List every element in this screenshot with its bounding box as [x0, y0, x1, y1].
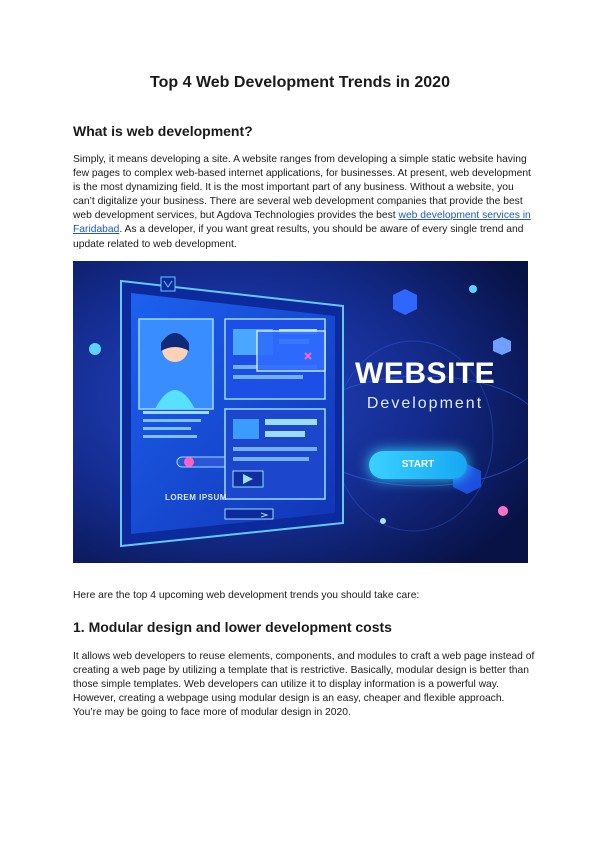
website-development-hero-image — [73, 261, 528, 563]
hero-title: WEBSITE — [355, 357, 496, 390]
modular-design-paragraph: It allows web developers to reuse elements, components, and modules to craft a web page instead of creating a web page by utilizing a template that is restrictive. Basically, modular design is better than those simple templates. Web developers can utilize it to display information is a powerful way. However, creating a webpage using modular design is an easy, cheaper and flexible approach. You’re may be going to face more of modular design in 2020. — [73, 651, 535, 719]
hero-heading-block — [355, 357, 495, 413]
hero-caption: LOREM IPSUM — [165, 493, 227, 502]
hero-subtitle: Development — [366, 395, 484, 412]
section-heading-modular-design: 1. Modular design and lower development costs — [73, 619, 392, 635]
hero-start-button: START — [369, 451, 467, 479]
paragraph-text-after-link: . As a developer, if you want great results, you should be aware of every single trend and update related to web development. — [73, 224, 524, 250]
paragraph-text-before-link: Simply, it means developing a site. A website ranges from developing a simple static website having few pages to complex web-based internet applications, for businesses. At present, web development is the most dynamizing field. It is the most important part of any business. Without a website, you can’t digitalize your business. There are several web development companies that provide the best web development services, but Agdova Technologies provides the best — [73, 154, 531, 222]
section-heading-web-development: What is web development? — [73, 123, 253, 139]
web-development-paragraph — [73, 153, 535, 252]
trends-intro-paragraph: Here are the top 4 upcoming web development trends you should take care: — [73, 590, 420, 601]
page-title: Top 4 Web Development Trends in 2020 — [150, 74, 450, 91]
web-development-services-link[interactable]: web development services in Faridabad — [73, 210, 531, 236]
